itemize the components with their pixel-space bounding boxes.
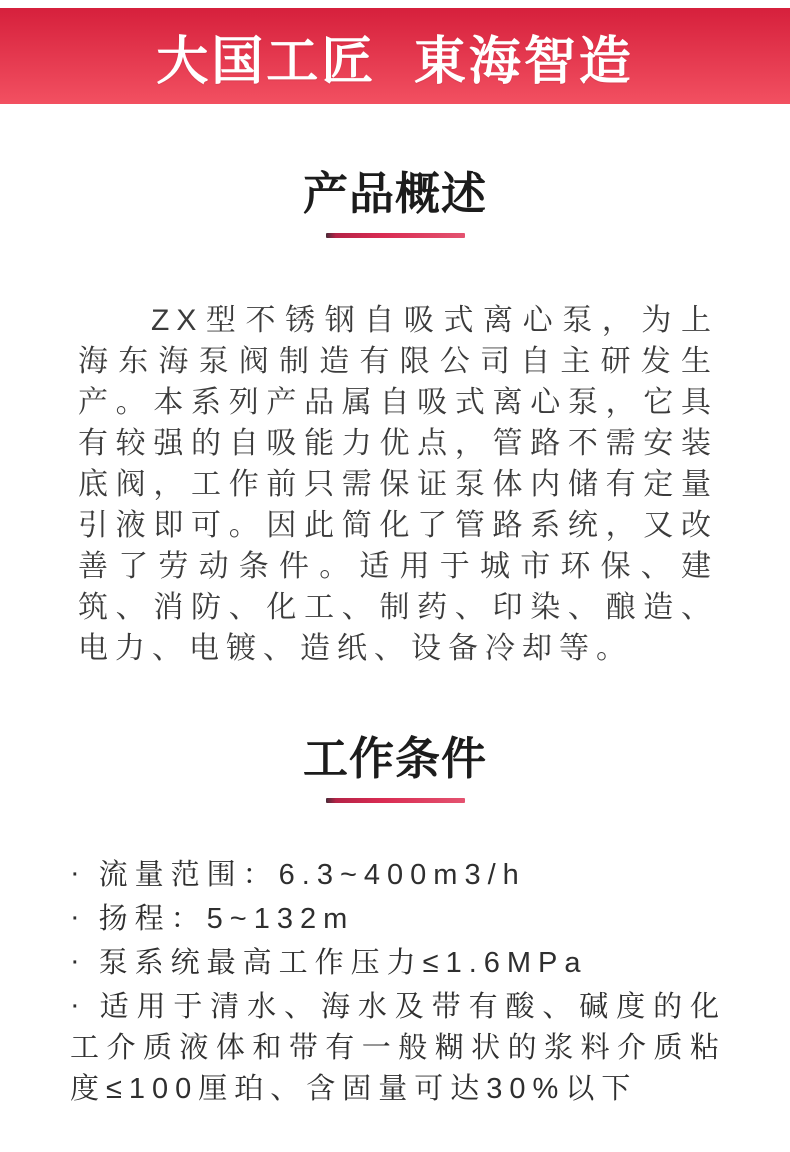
bullet-icon: · (70, 944, 87, 977)
conditions-heading: 工作条件 (302, 732, 487, 784)
list-item-text: 适用于清水、海水及带有酸、碱度的化工介质液体和带有一般糊状的浆料介质粘度≤100厘珀、含固量可达30%以下 (70, 990, 726, 1105)
list-item-text: 流量范围：6.3~400m3/h (98, 858, 526, 891)
conditions-heading-underline (326, 798, 465, 803)
overview-heading: 产品概述 (302, 168, 487, 219)
list-item (70, 899, 726, 940)
list-item-text: 泵系统最高工作压力≤1.6MPa (98, 946, 588, 979)
overview-paragraph: ZX型不锈钢自吸式离心泵，为上海东海泵阀制造有限公司自主研发生产。本系列产品属自吸式离心泵，它具有较强的自吸能力优点，管路不需安装底阀，工作前只需保证泵体内储有定量引液即可。因此简化了管路系统，又改善了劳动条件。适用于城市环保、建筑、消防、化工、制药、印染、酿造、电力、电镀、造纸、设备冷却等。 (78, 303, 718, 665)
list-item (70, 987, 726, 1110)
bullet-icon: · (70, 900, 87, 933)
list-item (70, 855, 726, 896)
section-overview (0, 168, 790, 669)
conditions-list (70, 855, 726, 1110)
bullet-icon: · (70, 988, 87, 1021)
list-item (70, 943, 726, 984)
top-banner (0, 8, 790, 104)
banner-title: 大国工匠 東海智造 (156, 32, 634, 91)
bullet-icon: · (70, 856, 87, 889)
section-conditions (0, 733, 790, 1110)
overview-heading-underline (326, 233, 465, 238)
list-item-text: 扬程：5~132m (98, 902, 355, 935)
product-page (0, 8, 790, 1152)
